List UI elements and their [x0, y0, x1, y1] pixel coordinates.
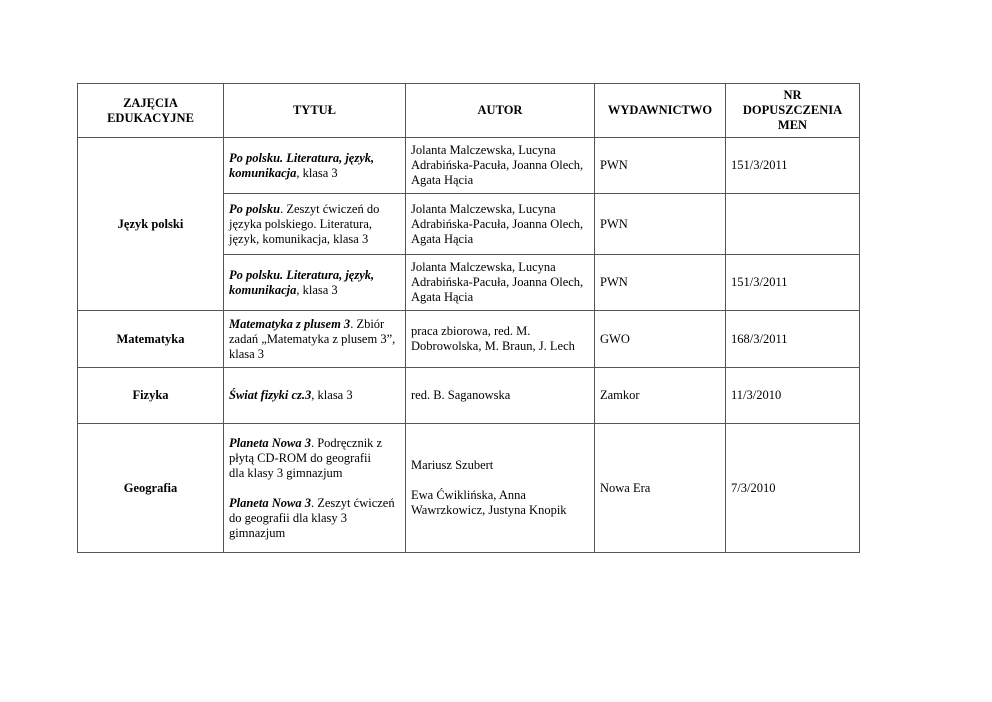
title-cell: Po polsku. Zeszyt ćwiczeń do języka polskiego. Literatura, język, komunikacja, klasa 3 [224, 194, 406, 255]
author-cell: Mariusz Szubert Ewa Ćwiklińska, Anna Wawrzkowicz, Justyna Knopik [406, 424, 595, 553]
author-cell: praca zbiorowa, red. M. Dobrowolska, M. Braun, J. Lech [406, 311, 595, 368]
table-row [78, 424, 860, 553]
approval-cell: 11/3/2010 [726, 368, 860, 424]
approval-cell: 151/3/2011 [726, 255, 860, 311]
table-row [78, 138, 860, 194]
author-cell: Jolanta Malczewska, Lucyna Adrabińska-Pacuła, Joanna Olech, Agata Hącia [406, 138, 595, 194]
publisher-cell: Zamkor [595, 368, 726, 424]
publisher-cell: PWN [595, 194, 726, 255]
author-cell: Jolanta Malczewska, Lucyna Adrabińska-Pacuła, Joanna Olech, Agata Hącia [406, 194, 595, 255]
approval-cell: 168/3/2011 [726, 311, 860, 368]
header-subject: ZAJĘCIA EDUKACYJNE [78, 84, 224, 138]
title-cell: Planeta Nowa 3. Podręcznik z płytą CD-ROM do geografii dla klasy 3 gimnazjum Planeta Nowa 3. Zeszyt ćwiczeń do geografii dla klasy 3 gimnazjum [224, 424, 406, 553]
textbook-table [77, 83, 860, 553]
header-approval-number: NR DOPUSZCZENIA MEN [726, 84, 860, 138]
author-cell: Jolanta Malczewska, Lucyna Adrabińska-Pacuła, Joanna Olech, Agata Hącia [406, 255, 595, 311]
publisher-cell: PWN [595, 255, 726, 311]
table-row [78, 311, 860, 368]
title-cell: Matematyka z plusem 3. Zbiór zadań „Matematyka z plusem 3”, klasa 3 [224, 311, 406, 368]
publisher-cell: GWO [595, 311, 726, 368]
header-title: TYTUŁ [224, 84, 406, 138]
publisher-cell: PWN [595, 138, 726, 194]
title-cell: Po polsku. Literatura, język, komunikacja, klasa 3 [224, 255, 406, 311]
approval-cell: 7/3/2010 [726, 424, 860, 553]
author-cell: red. B. Saganowska [406, 368, 595, 424]
publisher-cell: Nowa Era [595, 424, 726, 553]
header-row [78, 84, 860, 138]
subject-cell: Fizyka [78, 368, 224, 424]
title-cell: Po polsku. Literatura, język, komunikacja, klasa 3 [224, 138, 406, 194]
approval-cell [726, 194, 860, 255]
subject-cell: Geografia [78, 424, 224, 553]
subject-cell: Matematyka [78, 311, 224, 368]
title-entry: Planeta Nowa 3. Zeszyt ćwiczeń do geografii dla klasy 3 gimnazjum [229, 495, 395, 540]
title-entry: Planeta Nowa 3. Podręcznik z płytą CD-ROM do geografii [229, 435, 383, 465]
table-row [78, 368, 860, 424]
approval-cell: 151/3/2011 [726, 138, 860, 194]
header-author: AUTOR [406, 84, 595, 138]
subject-cell: Język polski [78, 138, 224, 311]
header-publisher: WYDAWNICTWO [595, 84, 726, 138]
title-cell: Świat fizyki cz.3, klasa 3 [224, 368, 406, 424]
